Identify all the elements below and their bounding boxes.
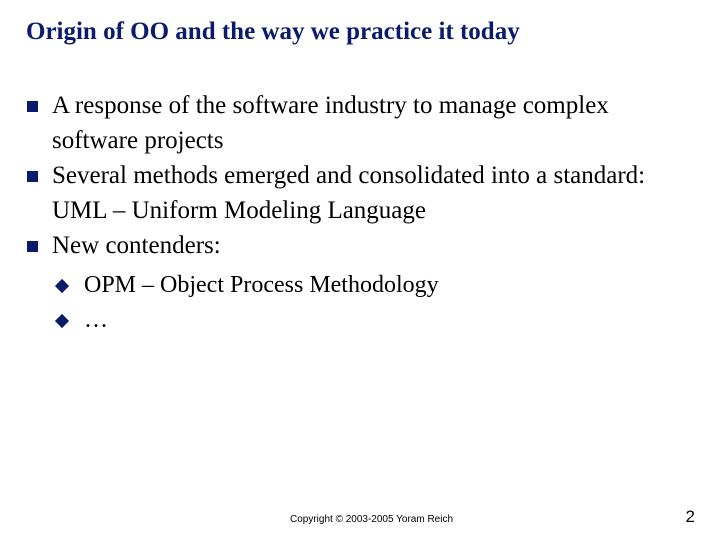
slide-title: Origin of OO and the way we practice it today xyxy=(26,18,520,45)
page-number: 2 xyxy=(685,507,695,526)
bullet-item xyxy=(26,228,696,263)
sub-bullet-item xyxy=(52,303,696,338)
sub-bullet-list xyxy=(26,268,696,338)
bullet-item xyxy=(26,88,696,158)
sub-bullet-text: … xyxy=(84,307,108,333)
square-bullet-icon xyxy=(27,171,38,182)
bullet-text: Several methods emerged and consolidated into a standard: UML – Uniform Modeling Language xyxy=(52,162,646,224)
copyright-footer: Copyright © 2003-2005 Yoram Reich xyxy=(290,514,454,525)
square-bullet-icon xyxy=(27,241,38,252)
square-bullet-icon xyxy=(27,101,38,112)
bullet-text: New contenders: xyxy=(52,232,221,259)
diamond-bullet-icon xyxy=(55,279,69,293)
bullet-list xyxy=(26,88,696,338)
diamond-bullet-icon xyxy=(55,314,69,328)
sub-bullet-item xyxy=(52,268,696,303)
bullet-text: A response of the software industry to manage complex software projects xyxy=(52,92,609,154)
bullet-item xyxy=(26,158,696,228)
sub-bullet-text: OPM – Object Process Methodology xyxy=(84,272,439,298)
